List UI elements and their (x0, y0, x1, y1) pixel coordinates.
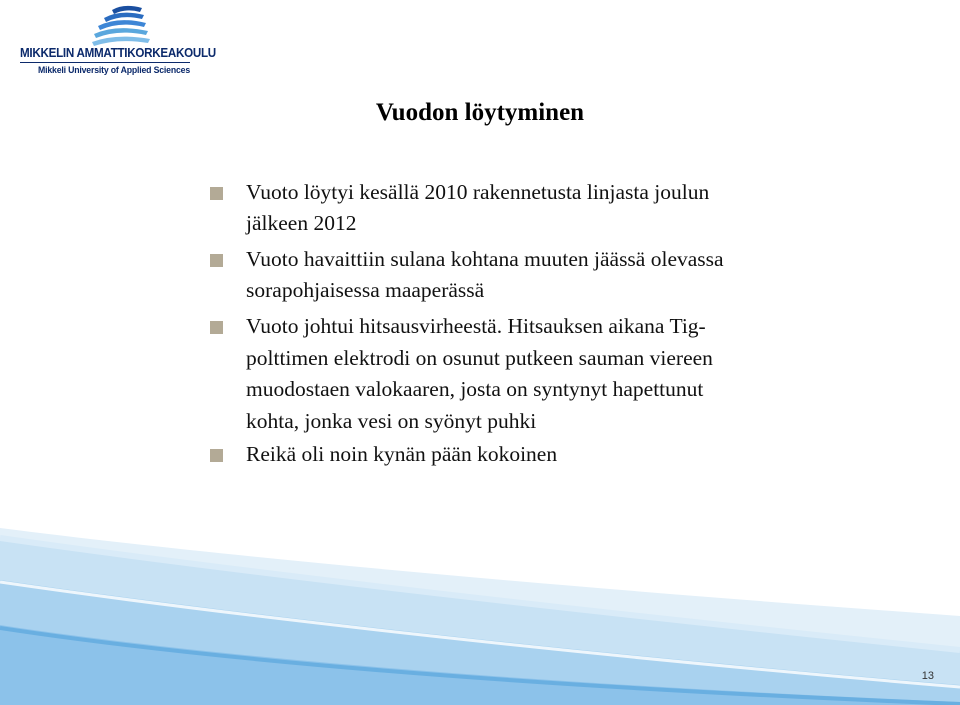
bullet-text: Vuoto havaittiin sulana kohtana muuten jäässä olevassa sorapohjaisessa maaperässä (246, 247, 724, 302)
logo (18, 4, 216, 78)
logo-name: MIKKELIN AMMATTIKORKEAKOULU (20, 46, 216, 60)
bullet-item (208, 177, 728, 239)
bullet-text: Vuoto johtui hitsausvirheestä. Hitsauksen aikana Tig-polttimen elektrodi on osunut putkeen sauman viereen muodostaen valokaaren, josta on syntynyt hapettunut kohta, jonka vesi on syönyt puhki (246, 314, 713, 433)
logo-subtitle: Mikkeli University of Applied Sciences (38, 65, 191, 76)
square-bullet-icon (210, 254, 223, 267)
bullet-list (208, 177, 728, 475)
slide-title: Vuodon löytyminen (375, 99, 585, 126)
bullet-item (208, 439, 728, 470)
bullet-text: Vuoto löytyi kesällä 2010 rakennetusta linjasta joulun jälkeen 2012 (246, 180, 710, 235)
bullet-item (208, 244, 728, 306)
logo-divider (20, 62, 190, 63)
square-bullet-icon (210, 449, 223, 462)
square-bullet-icon (210, 321, 223, 334)
logo-waves-icon (90, 4, 154, 46)
decorative-wave (0, 520, 960, 705)
bullet-item (208, 311, 728, 437)
page-number: 13 (921, 670, 934, 682)
square-bullet-icon (210, 187, 223, 200)
bullet-text: Reikä oli noin kynän pään kokoinen (246, 442, 558, 467)
